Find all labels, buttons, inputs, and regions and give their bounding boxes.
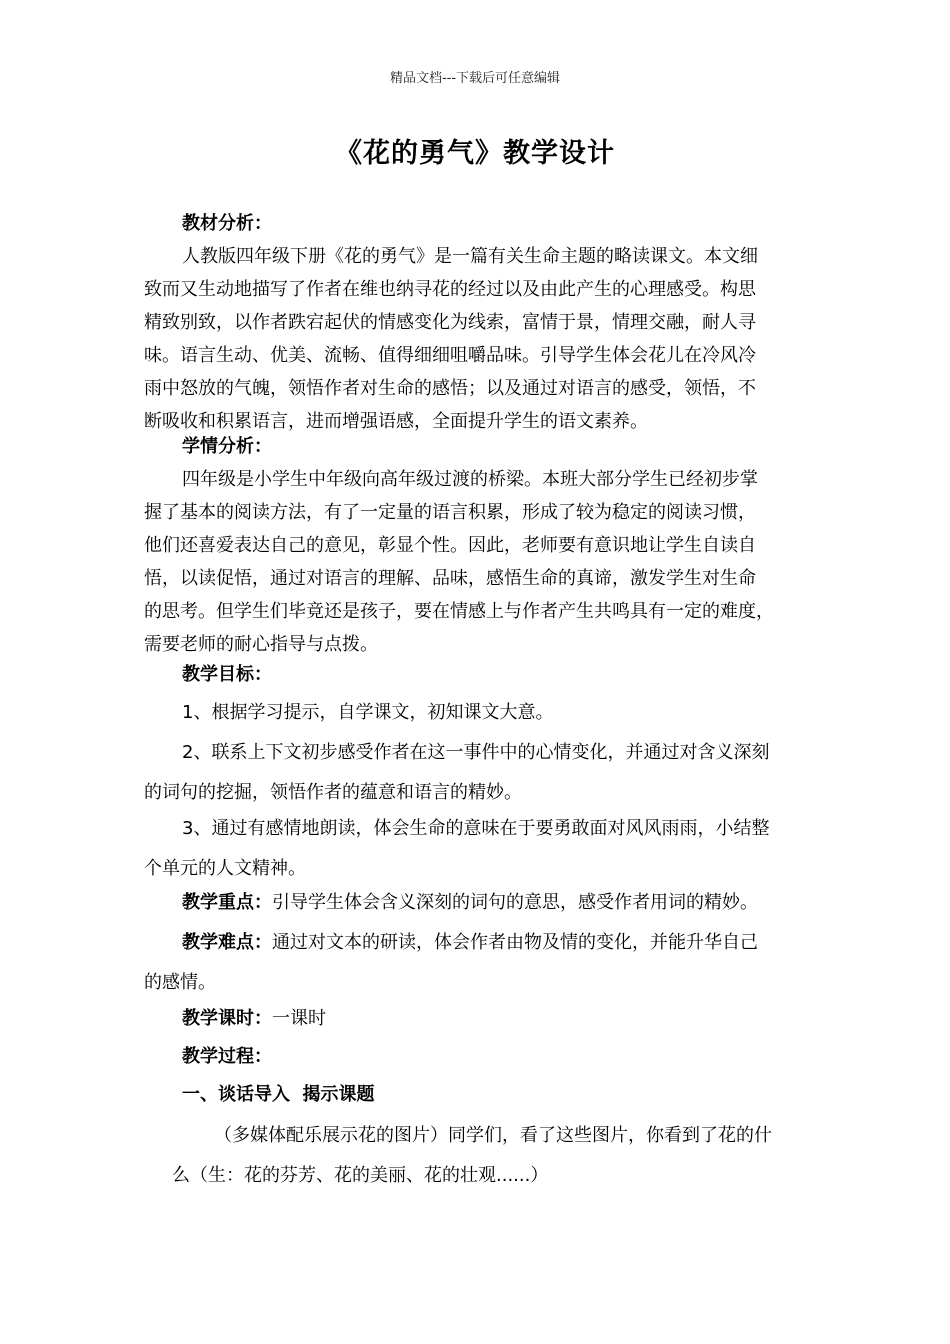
- goal-3-line-2: 个单元的人文精神。: [144, 858, 306, 879]
- step-1-line-1: （多媒体配乐展示花的图片）同学们，看了这些图片，你看到了花的什: [214, 1125, 772, 1146]
- step-1-content: [144, 1116, 812, 1196]
- material-line: 人教版四年级下册《花的勇气》是一篇有关生命主题的略读课文。本文细: [182, 246, 758, 267]
- material-line: 味。语言生动、优美、流畅、值得细细咀嚼品味。引导学生体会花儿在冷风冷: [144, 345, 756, 366]
- goal-1-text: 1、根据学习提示，自学课文，初知课文大意。: [182, 702, 554, 723]
- goals-heading-block: [144, 658, 812, 691]
- goal-1: [144, 696, 812, 729]
- page-title: 《花的勇气》教学设计: [335, 138, 615, 169]
- material-line: 致而又生动地描写了作者在维也纳寻花的经过以及由此产生的心理感受。构思: [144, 279, 756, 300]
- student-line: 握了基本的阅读方法，有了一定量的语言积累，形成了较为稳定的阅读习惯，: [144, 502, 756, 523]
- student-line: 悟，以读促悟，通过对语言的理解、品味，感悟生命的真谛，激发学生对生命: [144, 568, 756, 589]
- step-1-heading-block: [144, 1078, 812, 1111]
- student-line: 四年级是小学生中年级向高年级过渡的桥梁。本班大部分学生已经初步掌: [182, 469, 758, 490]
- step-1-heading: 一、谈话导入 揭示课题: [182, 1084, 375, 1105]
- page-header: 精品文档---下载后可任意编辑: [389, 71, 561, 86]
- difficult-points-text-2: 的感情。: [144, 972, 216, 993]
- process-heading: 教学过程：: [182, 1046, 272, 1067]
- key-points-text: 引导学生体会含义深刻的词句的意思，感受作者用词的精妙。: [272, 892, 758, 913]
- goal-2: [144, 733, 812, 813]
- goal-3-line-1: 3、通过有感情地朗读，体会生命的意味在于要勇敢面对风风雨雨，小结整: [182, 818, 770, 839]
- process-heading-block: [144, 1040, 812, 1073]
- class-hours: [144, 1002, 812, 1035]
- student-line: 他们还喜爱表达自己的意见，彰显个性。因此，老师要有意识地让学生自读自: [144, 535, 756, 556]
- difficult-points: [144, 923, 812, 1003]
- student-analysis-heading: 学情分析：: [182, 436, 272, 457]
- class-hours-label: 教学课时：: [182, 1008, 272, 1029]
- difficult-points-text-1: 通过对文本的研读，体会作者由物及情的变化，并能升华自己: [272, 932, 758, 953]
- key-points-label: 教学重点：: [182, 892, 272, 913]
- material-line: 雨中怒放的气魄，领悟作者对生命的感悟；以及通过对语言的感受，领悟，不: [144, 378, 756, 399]
- goals-heading: 教学目标：: [182, 664, 272, 685]
- goal-3: [144, 809, 812, 889]
- class-hours-text: 一课时: [272, 1008, 326, 1029]
- goal-2-line-2: 的词句的挖掘，领悟作者的蕴意和语言的精妙。: [144, 782, 522, 803]
- material-analysis-section: [144, 207, 809, 438]
- student-line: 的思考。但学生们毕竟还是孩子，要在情感上与作者产生共鸣具有一定的难度，: [144, 601, 774, 622]
- material-line: 精致别致，以作者跌宕起伏的情感变化为线索，富情于景，情理交融，耐人寻: [144, 312, 756, 333]
- material-analysis-heading: 教材分析：: [182, 213, 272, 234]
- material-line: 断吸收和积累语言，进而增强语感，全面提升学生的语文素养。: [144, 411, 648, 432]
- step-1-line-2: 么（生：花的芬芳、花的美丽、花的壮观......）: [172, 1165, 549, 1186]
- student-line: 需要老师的耐心指导与点拨。: [144, 634, 378, 655]
- goal-2-line-1: 2、联系上下文初步感受作者在这一事件中的心情变化，并通过对含义深刻: [182, 742, 770, 763]
- difficult-points-label: 教学难点：: [182, 932, 272, 953]
- student-analysis-section: [144, 430, 809, 661]
- key-points: [144, 886, 812, 919]
